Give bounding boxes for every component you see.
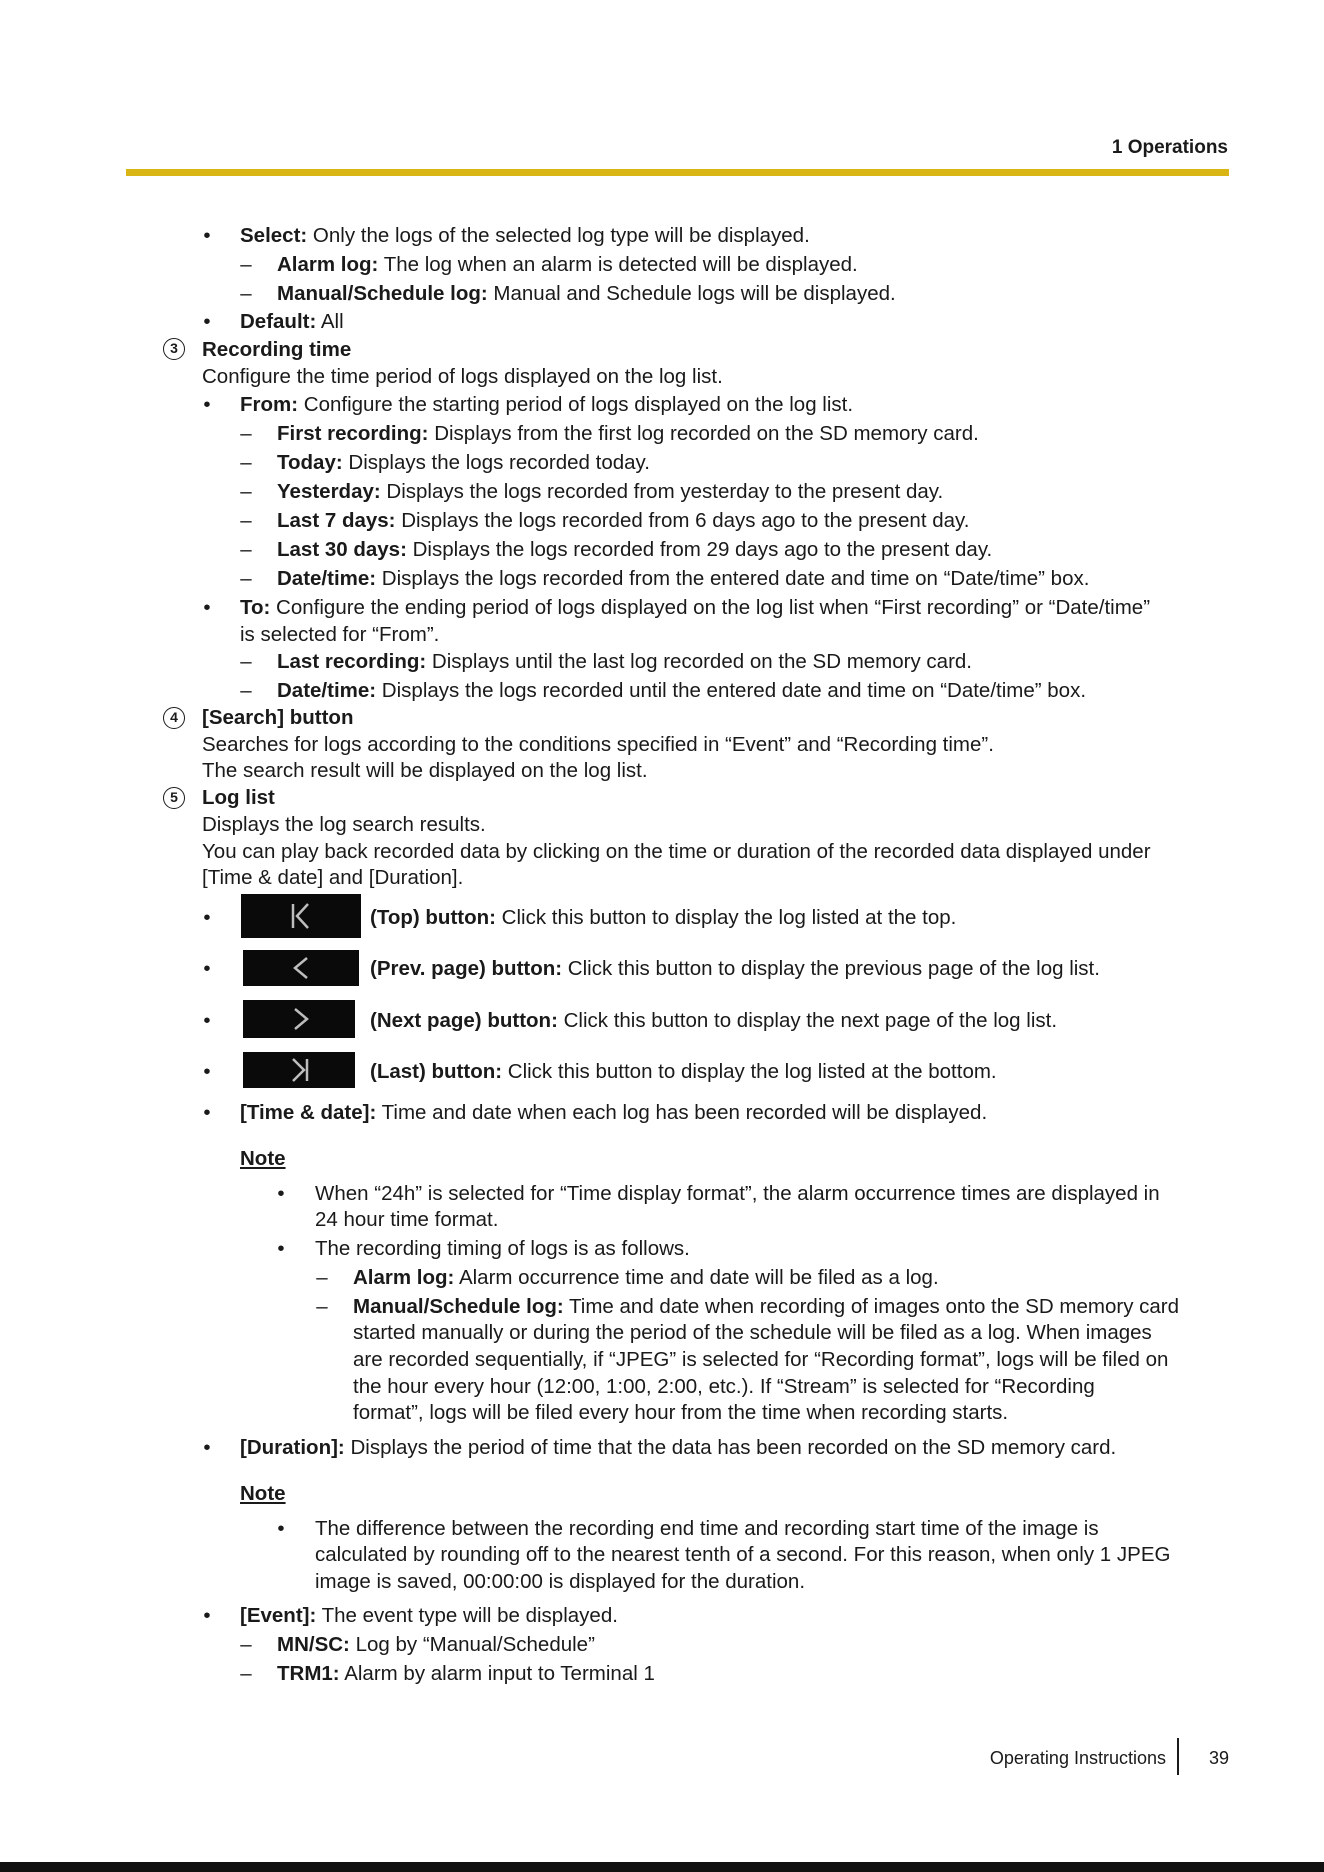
dash: – — [240, 451, 252, 474]
nav-button-desc: Click this button to display the log listed at the bottom. — [502, 1060, 997, 1083]
from-option-term: Last 30 days: — [277, 538, 407, 561]
from-option-term: Date/time: — [277, 567, 377, 590]
manual-log-item — [277, 280, 896, 307]
last-button[interactable] — [243, 1052, 355, 1088]
search-button-heading: [Search] button — [202, 706, 354, 729]
bullet: • — [203, 310, 211, 333]
note-desc: format”, logs will be filed every hour from the time when recording starts. — [353, 1401, 1009, 1424]
manual-log-desc: Manual and Schedule logs will be displayed. — [487, 282, 896, 305]
section-number-badge: 4 — [163, 707, 185, 729]
bullet: • — [277, 1237, 285, 1260]
dash: – — [240, 679, 252, 702]
to-option — [277, 648, 972, 675]
duration-desc: Displays the period of time that the data has been recorded on the SD memory card. — [344, 1436, 1117, 1459]
bullet: • — [203, 393, 211, 416]
from-option-desc: Displays the logs recorded from 29 days ago to the present day. — [406, 538, 993, 561]
to-term: To: — [240, 596, 271, 619]
dash: – — [240, 480, 252, 503]
from-option-term: First recording: — [277, 422, 429, 445]
from-option-desc: Displays the logs recorded from the entered date and time on “Date/time” box. — [376, 567, 1090, 590]
bullet: • — [203, 224, 211, 247]
from-option-desc: Displays the logs recorded from yesterday to the present day. — [380, 480, 944, 503]
note-desc: are recorded sequentially, if “JPEG” is selected for “Recording format”, logs will be filed on — [353, 1348, 1169, 1371]
note-manual-log — [353, 1293, 1179, 1320]
header-rule — [126, 169, 1229, 176]
default-desc: All — [316, 310, 344, 333]
from-option — [277, 565, 1089, 592]
note-text: image is saved, 00:00:00 is displayed for the duration. — [315, 1570, 806, 1593]
page-number: 39 — [1208, 1748, 1229, 1768]
note-label: Note — [240, 1482, 286, 1505]
first-page-icon — [241, 894, 361, 938]
dash: – — [240, 650, 252, 673]
note-label: Note — [240, 1147, 286, 1170]
footer-divider — [1177, 1738, 1179, 1775]
next-page-item — [370, 1007, 1057, 1034]
dash: – — [240, 282, 252, 305]
time-date-item — [240, 1099, 987, 1126]
manual-log-term: Manual/Schedule log: — [277, 282, 488, 305]
alarm-log-desc: The log when an alarm is detected will be displayed. — [378, 253, 858, 276]
to-option — [277, 677, 1086, 704]
next-page-icon — [243, 1000, 355, 1038]
bullet: • — [277, 1517, 285, 1540]
top-button[interactable] — [241, 894, 361, 938]
note-term: Manual/Schedule log: — [353, 1295, 564, 1318]
bullet: • — [203, 1101, 211, 1124]
from-option-term: Last 7 days: — [277, 509, 396, 532]
log-list-heading: Log list — [202, 786, 275, 809]
from-option-desc: Displays the logs recorded from 6 days ago to the present day. — [395, 509, 970, 532]
note-text: When “24h” is selected for “Time display format”, the alarm occurrence times are displayed in — [315, 1182, 1160, 1205]
nav-button-desc: Click this button to display the previous page of the log list. — [562, 957, 1100, 980]
note-desc: Time and date when recording of images onto the SD memory card — [563, 1295, 1180, 1318]
to-option-desc: Displays until the last log recorded on the SD memory card. — [426, 650, 972, 673]
nav-button-desc: Click this button to display the next page of the log list. — [557, 1009, 1058, 1032]
from-option — [277, 536, 992, 563]
bullet: • — [203, 1009, 211, 1032]
section-number-badge: 3 — [163, 338, 185, 360]
from-option-term: Today: — [277, 451, 343, 474]
search-desc: Searches for logs according to the conditions specified in “Event” and “Recording time”. — [202, 733, 994, 756]
note-desc: the hour every hour (12:00, 1:00, 2:00, etc.). If “Stream” is selected for “Recording — [353, 1375, 1095, 1398]
bullet: • — [203, 1436, 211, 1459]
nav-button-term: (Next page) button: — [370, 1009, 558, 1032]
event-type-item — [277, 1631, 595, 1658]
footer-label: Operating Instructions — [989, 1748, 1166, 1768]
from-term: From: — [240, 393, 299, 416]
to-desc-cont: is selected for “From”. — [240, 623, 440, 646]
event-type-desc: Alarm by alarm input to Terminal 1 — [339, 1662, 655, 1685]
event-type-item — [277, 1660, 655, 1687]
prev-page-item — [370, 955, 1100, 982]
note-text: The recording timing of logs is as follows. — [315, 1237, 690, 1260]
event-term: [Event]: — [240, 1604, 317, 1627]
select-term: Select: — [240, 224, 308, 247]
dash: – — [240, 1633, 252, 1656]
to-option-desc: Displays the logs recorded until the entered date and time on “Date/time” box. — [376, 679, 1087, 702]
note-alarm-log — [353, 1264, 939, 1291]
duration-term: [Duration]: — [240, 1436, 345, 1459]
default-term: Default: — [240, 310, 317, 333]
last-button-item — [370, 1058, 997, 1085]
alarm-log-item — [277, 251, 858, 278]
note-text: calculated by rounding off to the nearest tenth of a second. For this reason, when only 1 JPEG — [315, 1543, 1171, 1566]
note-desc: started manually or during the period of the schedule will be filed as a log. When images — [353, 1321, 1152, 1344]
from-option-desc: Displays the logs recorded today. — [342, 451, 650, 474]
event-type-term: TRM1: — [277, 1662, 340, 1685]
from-option — [277, 478, 943, 505]
dash: – — [316, 1295, 328, 1318]
bullet: • — [203, 596, 211, 619]
to-item — [240, 594, 1150, 621]
bullet: • — [277, 1182, 285, 1205]
from-option-desc: Displays from the first log recorded on the SD memory card. — [428, 422, 979, 445]
log-list-desc: [Time & date] and [Duration]. — [202, 866, 464, 889]
nav-button-desc: Click this button to display the log listed at the top. — [495, 906, 957, 929]
from-option-term: Yesterday: — [277, 480, 381, 503]
dash: – — [240, 253, 252, 276]
nav-button-term: (Top) button: — [370, 906, 496, 929]
from-option — [277, 420, 979, 447]
dash: – — [240, 538, 252, 561]
dash: – — [316, 1266, 328, 1289]
nav-button-term: (Prev. page) button: — [370, 957, 563, 980]
bottom-edge — [0, 1862, 1324, 1872]
note-term: Alarm log: — [353, 1266, 455, 1289]
time-date-term: [Time & date]: — [240, 1101, 377, 1124]
note-desc: Alarm occurrence time and date will be filed as a log. — [454, 1266, 939, 1289]
prev-page-icon — [243, 950, 359, 986]
alarm-log-term: Alarm log: — [277, 253, 379, 276]
last-page-icon — [243, 1052, 355, 1088]
section-title: 1 Operations — [1111, 137, 1228, 158]
next-page-button[interactable] — [243, 1000, 355, 1038]
from-option — [277, 507, 969, 534]
bullet: • — [203, 1604, 211, 1627]
log-list-desc: You can play back recorded data by clicking on the time or duration of the recorded data displayed under — [202, 840, 1151, 863]
recording-time-heading: Recording time — [202, 338, 352, 361]
duration-item — [240, 1434, 1116, 1461]
to-desc: Configure the ending period of logs displayed on the log list when “First recording” or “Date/time” — [270, 596, 1151, 619]
event-type-term: MN/SC: — [277, 1633, 350, 1656]
select-desc: Only the logs of the selected log type will be displayed. — [307, 224, 810, 247]
default-item — [240, 308, 344, 335]
bullet: • — [203, 957, 211, 980]
event-item — [240, 1602, 618, 1629]
prev-page-button[interactable] — [243, 950, 359, 986]
bullet: • — [203, 1060, 211, 1083]
nav-button-term: (Last) button: — [370, 1060, 503, 1083]
top-button-item — [370, 904, 956, 931]
select-item — [240, 222, 810, 249]
dash: – — [240, 567, 252, 590]
to-option-term: Date/time: — [277, 679, 377, 702]
search-desc: The search result will be displayed on the log list. — [202, 759, 648, 782]
dash: – — [240, 422, 252, 445]
dash: – — [240, 1662, 252, 1685]
from-desc: Configure the starting period of logs displayed on the log list. — [298, 393, 854, 416]
from-option — [277, 449, 650, 476]
to-option-term: Last recording: — [277, 650, 427, 673]
section-number-badge: 5 — [163, 787, 185, 809]
bullet: • — [203, 906, 211, 929]
note-text: The difference between the recording end time and recording start time of the image is — [315, 1517, 1099, 1540]
recording-time-desc: Configure the time period of logs displayed on the log list. — [202, 365, 723, 388]
from-item — [240, 391, 853, 418]
event-type-desc: Log by “Manual/Schedule” — [349, 1633, 595, 1656]
log-list-desc: Displays the log search results. — [202, 813, 486, 836]
note-text: 24 hour time format. — [315, 1208, 499, 1231]
time-date-desc: Time and date when each log has been recorded will be displayed. — [376, 1101, 988, 1124]
event-desc: The event type will be displayed. — [316, 1604, 618, 1627]
dash: – — [240, 509, 252, 532]
